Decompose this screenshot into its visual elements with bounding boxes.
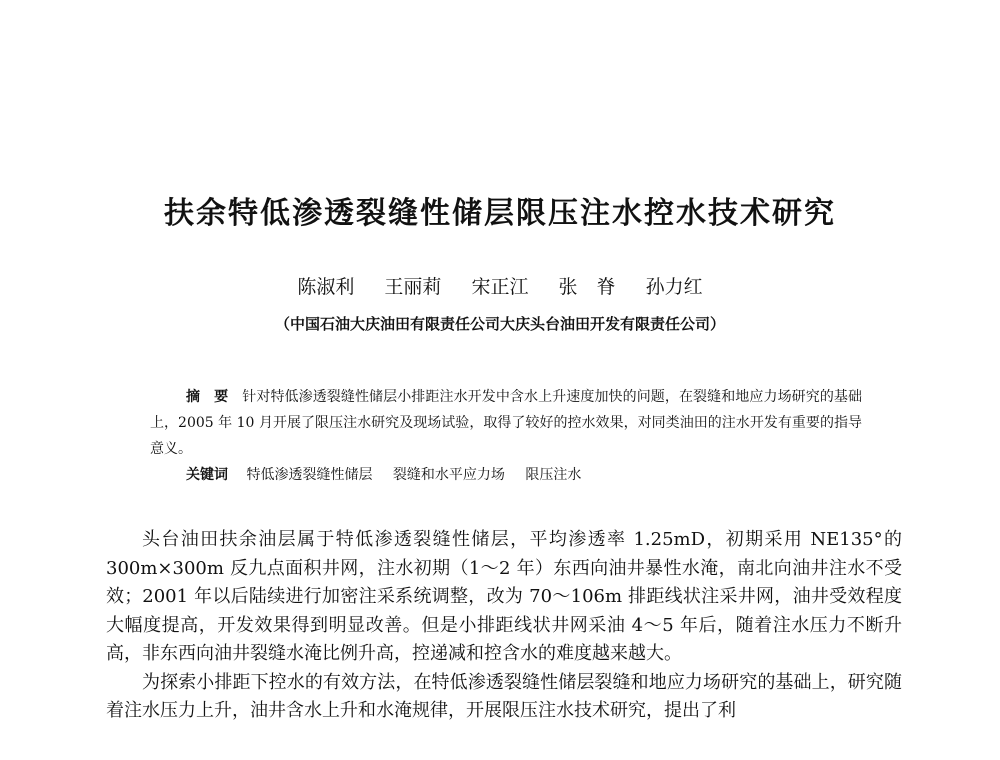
- author-name: 孙力红: [645, 276, 703, 298]
- author-name: 宋正江: [471, 276, 529, 298]
- author-name: 张 脊: [558, 276, 616, 298]
- keyword: 裂缝和水平应力场: [392, 467, 505, 483]
- keyword: 特低渗透裂缝性储层: [246, 467, 373, 483]
- keywords-label: 关键词: [186, 467, 228, 483]
- author-list: [0, 272, 1000, 299]
- abstract-text: 针对特低渗透裂缝性储层小排距注水开发中含水上升速度加快的问题，在裂缝和地应力场研究的基础上，2005 年 10 月开展了限压注水研究及现场试验，取得了较好的控水效果，对同类油田的注水开发有重要的指导意义。: [150, 389, 863, 457]
- author-name: 王丽莉: [384, 276, 442, 298]
- affiliation: （中国石油大庆油田有限责任公司大庆头台油田开发有限责任公司）: [274, 315, 725, 333]
- abstract: [150, 384, 862, 462]
- abstract-label: 摘 要: [186, 389, 229, 405]
- body-paragraph: 头台油田扶余油层属于特低渗透裂缝性储层，平均渗透率 1.25mD，初期采用 NE135°的 300m×300m 反九点面积井网，注水初期（1～2 年）东西向油井暴性水淹，南北向油井注水不受效；2001 年以后陆续进行加密注采系统调整，改为 70～106m 排距线状注采井网，油井受效程度大幅度提高，开发效果得到明显改善。但是小排距线状井网采油 4～5 年后，随着注水压力不断升高，非东西向油井裂缝水淹比例升高，控递减和控含水的难度越来越大。: [106, 529, 902, 664]
- keywords: [186, 464, 862, 484]
- author-name: 陈淑利: [297, 276, 355, 298]
- body-text: [106, 526, 902, 726]
- body-paragraph: 为探索小排距下控水的有效方法，在特低渗透裂缝性储层裂缝和地应力场研究的基础上，研究随着注水压力上升，油井含水上升和水淹规律，开展限压注水技术研究，提出了利: [106, 671, 902, 721]
- paper-title: 扶余特低渗透裂缝性储层限压注水控水技术研究: [164, 196, 836, 231]
- keyword: 限压注水: [525, 467, 582, 483]
